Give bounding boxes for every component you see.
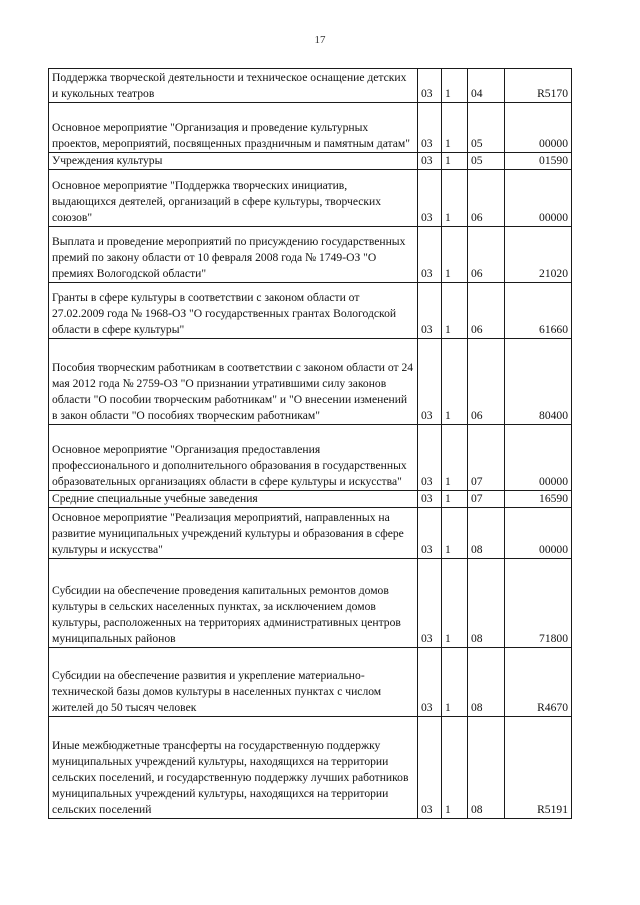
row-section-code: 03 [418, 227, 442, 283]
row-program-code: 1 [442, 425, 468, 491]
row-program-code: 1 [442, 69, 468, 103]
row-subprogram-code: 06 [468, 227, 505, 283]
row-section-code: 03 [418, 508, 442, 559]
row-name: Учреждения культуры [49, 153, 418, 170]
table-row [49, 170, 572, 227]
row-name: Выплата и проведение мероприятий по присуждению государственных премий по закону области от 10 февраля 2008 года № 1749-ОЗ "О премиях Вологодской области" [49, 227, 418, 283]
row-direction-code: 00000 [505, 103, 572, 153]
row-subprogram-code: 07 [468, 425, 505, 491]
row-direction-code: 00000 [505, 170, 572, 227]
row-subprogram-code: 08 [468, 508, 505, 559]
row-program-code: 1 [442, 227, 468, 283]
row-section-code: 03 [418, 153, 442, 170]
row-subprogram-code: 06 [468, 170, 505, 227]
row-section-code: 03 [418, 339, 442, 425]
row-section-code: 03 [418, 717, 442, 819]
row-direction-code: 80400 [505, 339, 572, 425]
row-section-code: 03 [418, 491, 442, 508]
row-name: Субсидии на обеспечение развития и укрепление материально-технической базы домов культуры в населенных пунктах с числом жителей до 50 тысяч человек [49, 648, 418, 717]
row-name: Основное мероприятие "Поддержка творческих инициатив, выдающихся деятелей, организаций в сфере культуры, творческих союзов" [49, 170, 418, 227]
row-program-code: 1 [442, 508, 468, 559]
row-program-code: 1 [442, 103, 468, 153]
row-section-code: 03 [418, 69, 442, 103]
row-direction-code: 71800 [505, 559, 572, 648]
table-row [49, 717, 572, 819]
row-subprogram-code: 05 [468, 153, 505, 170]
row-program-code: 1 [442, 283, 468, 339]
table-row [49, 103, 572, 153]
row-program-code: 1 [442, 648, 468, 717]
row-program-code: 1 [442, 717, 468, 819]
table-row [49, 559, 572, 648]
row-subprogram-code: 06 [468, 283, 505, 339]
table-row [49, 153, 572, 170]
table-row [49, 283, 572, 339]
row-section-code: 03 [418, 103, 442, 153]
table-row [49, 648, 572, 717]
row-direction-code: 21020 [505, 227, 572, 283]
row-name: Основное мероприятие "Организация предоставления профессионального и дополнительного образования в государственных образовательных организациях области в сфере культуры и искусства" [49, 425, 418, 491]
table-row [49, 425, 572, 491]
row-direction-code: 01590 [505, 153, 572, 170]
row-section-code: 03 [418, 559, 442, 648]
row-direction-code: 00000 [505, 425, 572, 491]
table-row [49, 339, 572, 425]
row-subprogram-code: 08 [468, 559, 505, 648]
row-direction-code: 61660 [505, 283, 572, 339]
row-program-code: 1 [442, 170, 468, 227]
row-subprogram-code: 08 [468, 717, 505, 819]
row-subprogram-code: 07 [468, 491, 505, 508]
row-program-code: 1 [442, 153, 468, 170]
row-direction-code: R4670 [505, 648, 572, 717]
row-name: Гранты в сфере культуры в соответствии с законом области от 27.02.2009 года № 1968-ОЗ "О государственных грантах Вологодской области в сфере культуры" [49, 283, 418, 339]
row-name: Субсидии на обеспечение проведения капитальных ремонтов домов культуры в сельских населенных пунктах, за исключением домов культуры, расположенных на территориях административных центров муниципальных районов [49, 559, 418, 648]
row-section-code: 03 [418, 170, 442, 227]
row-section-code: 03 [418, 425, 442, 491]
row-program-code: 1 [442, 559, 468, 648]
row-direction-code: 00000 [505, 508, 572, 559]
row-name: Иные межбюджетные трансферты на государственную поддержку муниципальных учреждений культуры, находящихся на территории сельских поселений, и государственную поддержку лучших работников муниципальных учреждений культуры, находящихся на территории сельских поселений [49, 717, 418, 819]
row-section-code: 03 [418, 283, 442, 339]
row-subprogram-code: 08 [468, 648, 505, 717]
row-name: Поддержка творческой деятельности и техническое оснащение детских и кукольных театров [49, 69, 418, 103]
row-program-code: 1 [442, 491, 468, 508]
table-row [49, 227, 572, 283]
page-number: 17 [314, 34, 326, 46]
table-row [49, 69, 572, 103]
row-direction-code: 16590 [505, 491, 572, 508]
table-row [49, 508, 572, 559]
row-subprogram-code: 06 [468, 339, 505, 425]
row-name: Основное мероприятие "Реализация мероприятий, направленных на развитие муниципальных учреждений культуры и образования в сфере культуры и искусства" [49, 508, 418, 559]
row-program-code: 1 [442, 339, 468, 425]
row-name: Основное мероприятие "Организация и проведение культурных проектов, мероприятий, посвященных праздничным и памятным датам" [49, 103, 418, 153]
row-direction-code: R5170 [505, 69, 572, 103]
row-direction-code: R5191 [505, 717, 572, 819]
table-row [49, 491, 572, 508]
row-section-code: 03 [418, 648, 442, 717]
row-name: Средние специальные учебные заведения [49, 491, 418, 508]
row-subprogram-code: 04 [468, 69, 505, 103]
budget-classification-table [48, 68, 572, 819]
row-subprogram-code: 05 [468, 103, 505, 153]
row-name: Пособия творческим работникам в соответствии с законом области от 24 мая 2012 года № 2759-ОЗ "О признании утратившими силу законов области "О пособии творческим работникам" и "О внесении изменений в закон области "О пособиях творческим работникам" [49, 339, 418, 425]
